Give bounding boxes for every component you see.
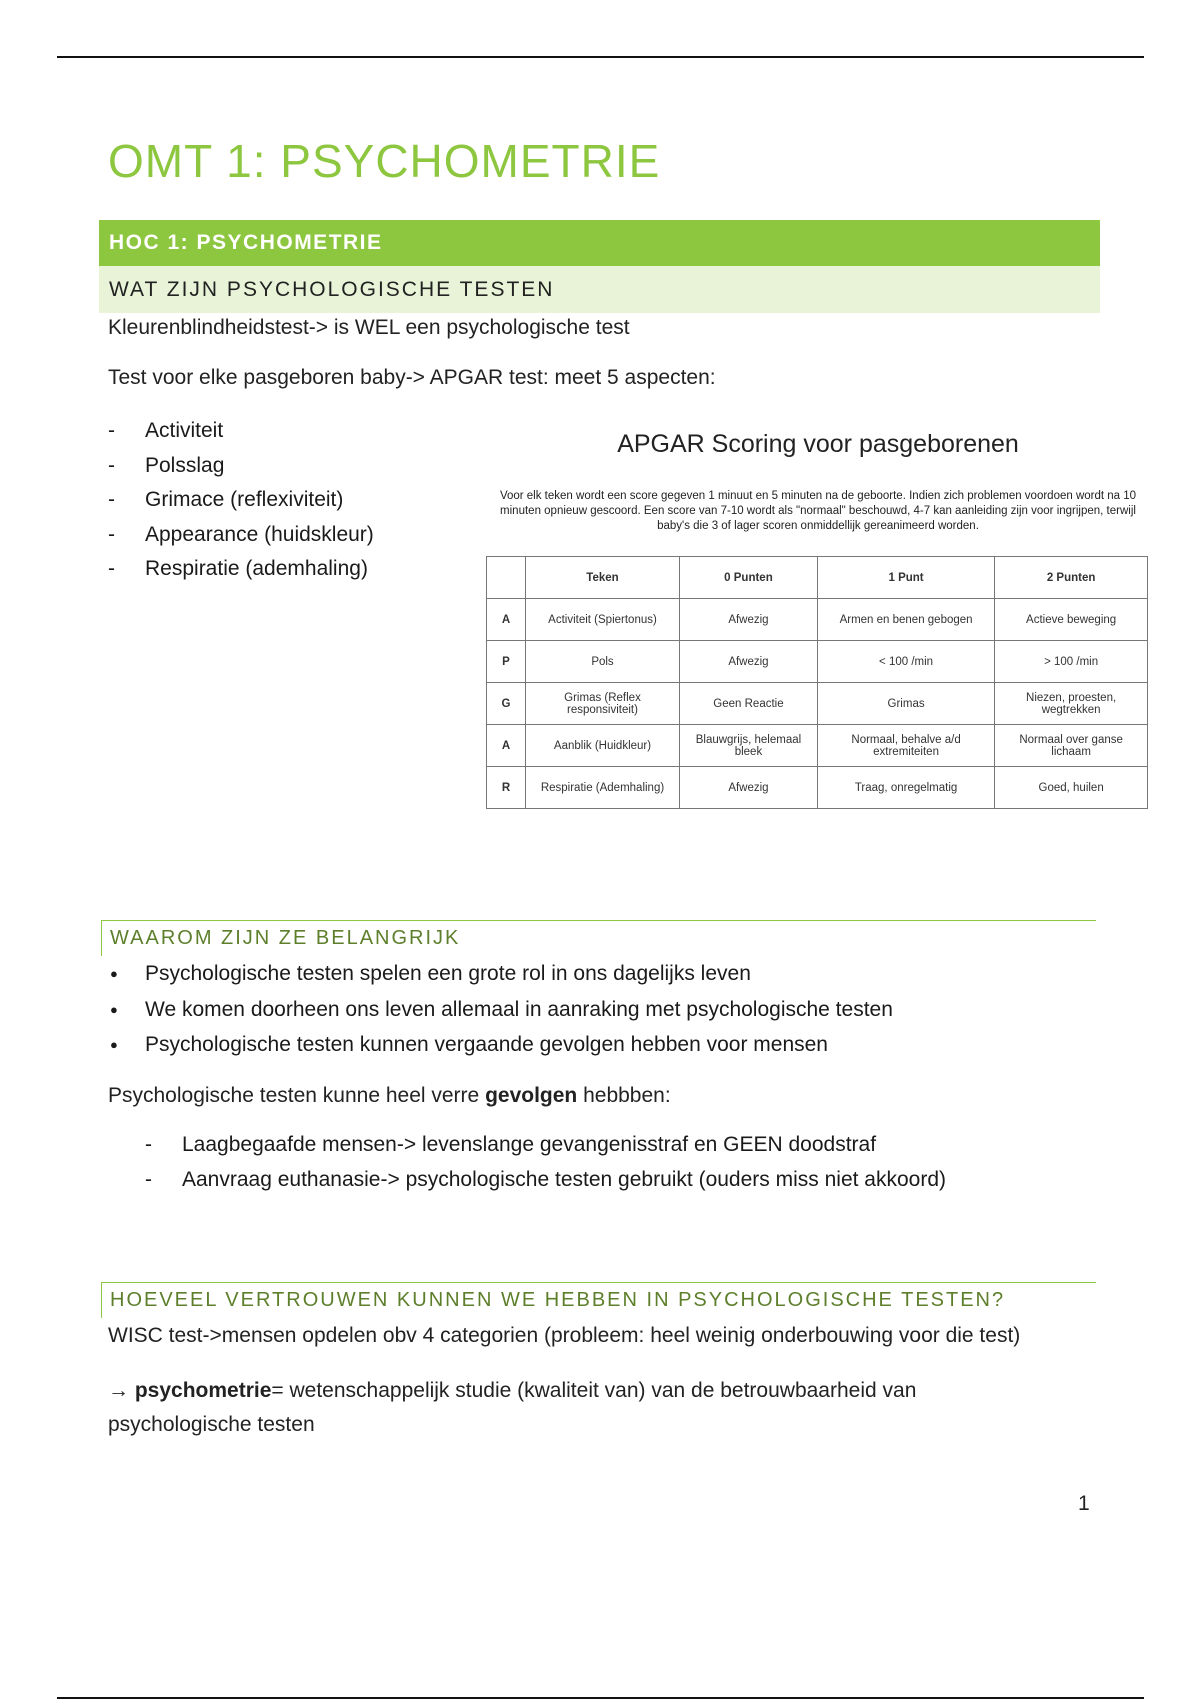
table-header-cell xyxy=(487,557,526,599)
list-item: - Appearance (huidskleur) xyxy=(108,518,374,553)
table-header-cell: 2 Punten xyxy=(995,557,1148,599)
table-cell: Afwezig xyxy=(680,767,818,809)
table-cell: < 100 /min xyxy=(817,641,994,683)
table-cell: P xyxy=(487,641,526,683)
table-cell: Normaal over ganse lichaam xyxy=(995,725,1148,767)
table-cell: Traag, onregelmatig xyxy=(817,767,994,809)
table-row xyxy=(487,725,1148,767)
bottom-rule xyxy=(57,1697,1144,1699)
table-cell: R xyxy=(487,767,526,809)
table-cell: Grimas xyxy=(817,683,994,725)
page-number: 1 xyxy=(1078,1492,1090,1515)
table-cell: Pols xyxy=(526,641,680,683)
table-cell: Armen en benen gebogen xyxy=(817,599,994,641)
table-row xyxy=(487,599,1148,641)
apgar-title: APGAR Scoring voor pasgeborenen xyxy=(617,430,1019,458)
table-cell: Respiratie (Ademhaling) xyxy=(526,767,680,809)
table-cell: > 100 /min xyxy=(995,641,1148,683)
table-row xyxy=(487,767,1148,809)
apgar-table xyxy=(486,556,1148,809)
consequence-list xyxy=(145,1128,946,1198)
list-item: ● We komen doorheen ons leven allemaal in aanraking met psychologische testen xyxy=(108,993,893,1029)
heading-wat-zijn: WAT ZIJN PSYCHOLOGISCHE TESTEN xyxy=(99,266,1100,313)
paragraph-gevolgen xyxy=(108,1084,671,1108)
list-item: - Polsslag xyxy=(108,449,374,484)
text-run: Psychologische testen kunne heel verre xyxy=(108,1084,486,1107)
apgar-description: Voor elk teken wordt een score gegeven 1 minuut en 5 minuten na de geboorte. Indien zich problemen voordoen wordt na 10 minuten opnieuw gescoord. Een score van 7-10 wordt als "normaal" beschouwd, 4-7 kan aanleiding zijn voor ingrijpen, terwijl baby's die 3 of lager scoren onmiddellijk gereanimeerd worden. xyxy=(499,490,1137,532)
page-title: OMT 1: PSYCHOMETRIE xyxy=(108,135,661,187)
table-header-cell: Teken xyxy=(526,557,680,599)
table-cell: Normaal, behalve a/d extremiteiten xyxy=(817,725,994,767)
table-cell: Geen Reactie xyxy=(680,683,818,725)
text-bold: psychometrie xyxy=(134,1379,272,1402)
table-cell: Goed, huilen xyxy=(995,767,1148,809)
list-item: - Activiteit xyxy=(108,414,374,449)
table-cell: Blauwgrijs, helemaal bleek xyxy=(680,725,818,767)
table-row xyxy=(487,683,1148,725)
heading-waarom: WAAROM ZIJN ZE BELANGRIJK xyxy=(101,920,1096,956)
table-cell: Grimas (Reflex responsiviteit) xyxy=(526,683,680,725)
table-cell: Aanblik (Huidkleur) xyxy=(526,725,680,767)
list-item: ● Psychologische testen spelen een grote rol in ons dagelijks leven xyxy=(108,957,893,993)
list-item: - Aanvraag euthanasie-> psychologische testen gebruikt (ouders miss niet akkoord) xyxy=(145,1163,946,1198)
list-item: - Laagbegaafde mensen-> levenslange gevangenisstraf en GEEN doodstraf xyxy=(145,1128,946,1163)
table-cell: A xyxy=(487,599,526,641)
text-run: psychologische testen xyxy=(108,1413,315,1436)
table-cell: A xyxy=(487,725,526,767)
apgar-figure xyxy=(486,430,1150,809)
table-cell: Niezen, proesten, wegtrekken xyxy=(995,683,1148,725)
top-rule xyxy=(57,56,1144,58)
table-header-cell: 1 Punt xyxy=(817,557,994,599)
importance-list xyxy=(108,957,893,1064)
table-header-row xyxy=(487,557,1148,599)
list-item: - Respiratie (ademhaling) xyxy=(108,552,374,587)
heading-vertrouwen: HOEVEEL VERTROUWEN KUNNEN WE HEBBEN IN PSYCHOLOGISCHE TESTEN? xyxy=(101,1282,1096,1318)
table-cell: Afwezig xyxy=(680,641,818,683)
heading-hoc1: HOC 1: PSYCHOMETRIE xyxy=(99,220,1100,266)
table-cell: G xyxy=(487,683,526,725)
aspect-list xyxy=(108,414,374,587)
text-run: = wetenschappelijk studie (kwaliteit van) van de betrouwbaarheid van xyxy=(271,1379,917,1402)
paragraph-wisc: WISC test->mensen opdelen obv 4 categorien (probleem: heel weinig onderbouwing voor die test) xyxy=(108,1324,1021,1347)
table-cell: Activiteit (Spiertonus) xyxy=(526,599,680,641)
paragraph-psychometrie xyxy=(108,1374,916,1442)
table-header-cell: 0 Punten xyxy=(680,557,818,599)
paragraph-apgar-intro: Test voor elke pasgeboren baby-> APGAR test: meet 5 aspecten: xyxy=(108,366,716,389)
text-run: hebbben: xyxy=(577,1084,671,1107)
list-item: - Grimace (reflexiviteit) xyxy=(108,483,374,518)
arrow-icon: → xyxy=(108,1379,129,1402)
text-bold: gevolgen xyxy=(485,1084,578,1107)
paragraph-kleurenblindheid: Kleurenblindheidstest-> is WEL een psychologische test xyxy=(108,316,630,339)
list-item: ● Psychologische testen kunnen vergaande gevolgen hebben voor mensen xyxy=(108,1028,893,1064)
table-row xyxy=(487,641,1148,683)
table-cell: Afwezig xyxy=(680,599,818,641)
table-cell: Actieve beweging xyxy=(995,599,1148,641)
